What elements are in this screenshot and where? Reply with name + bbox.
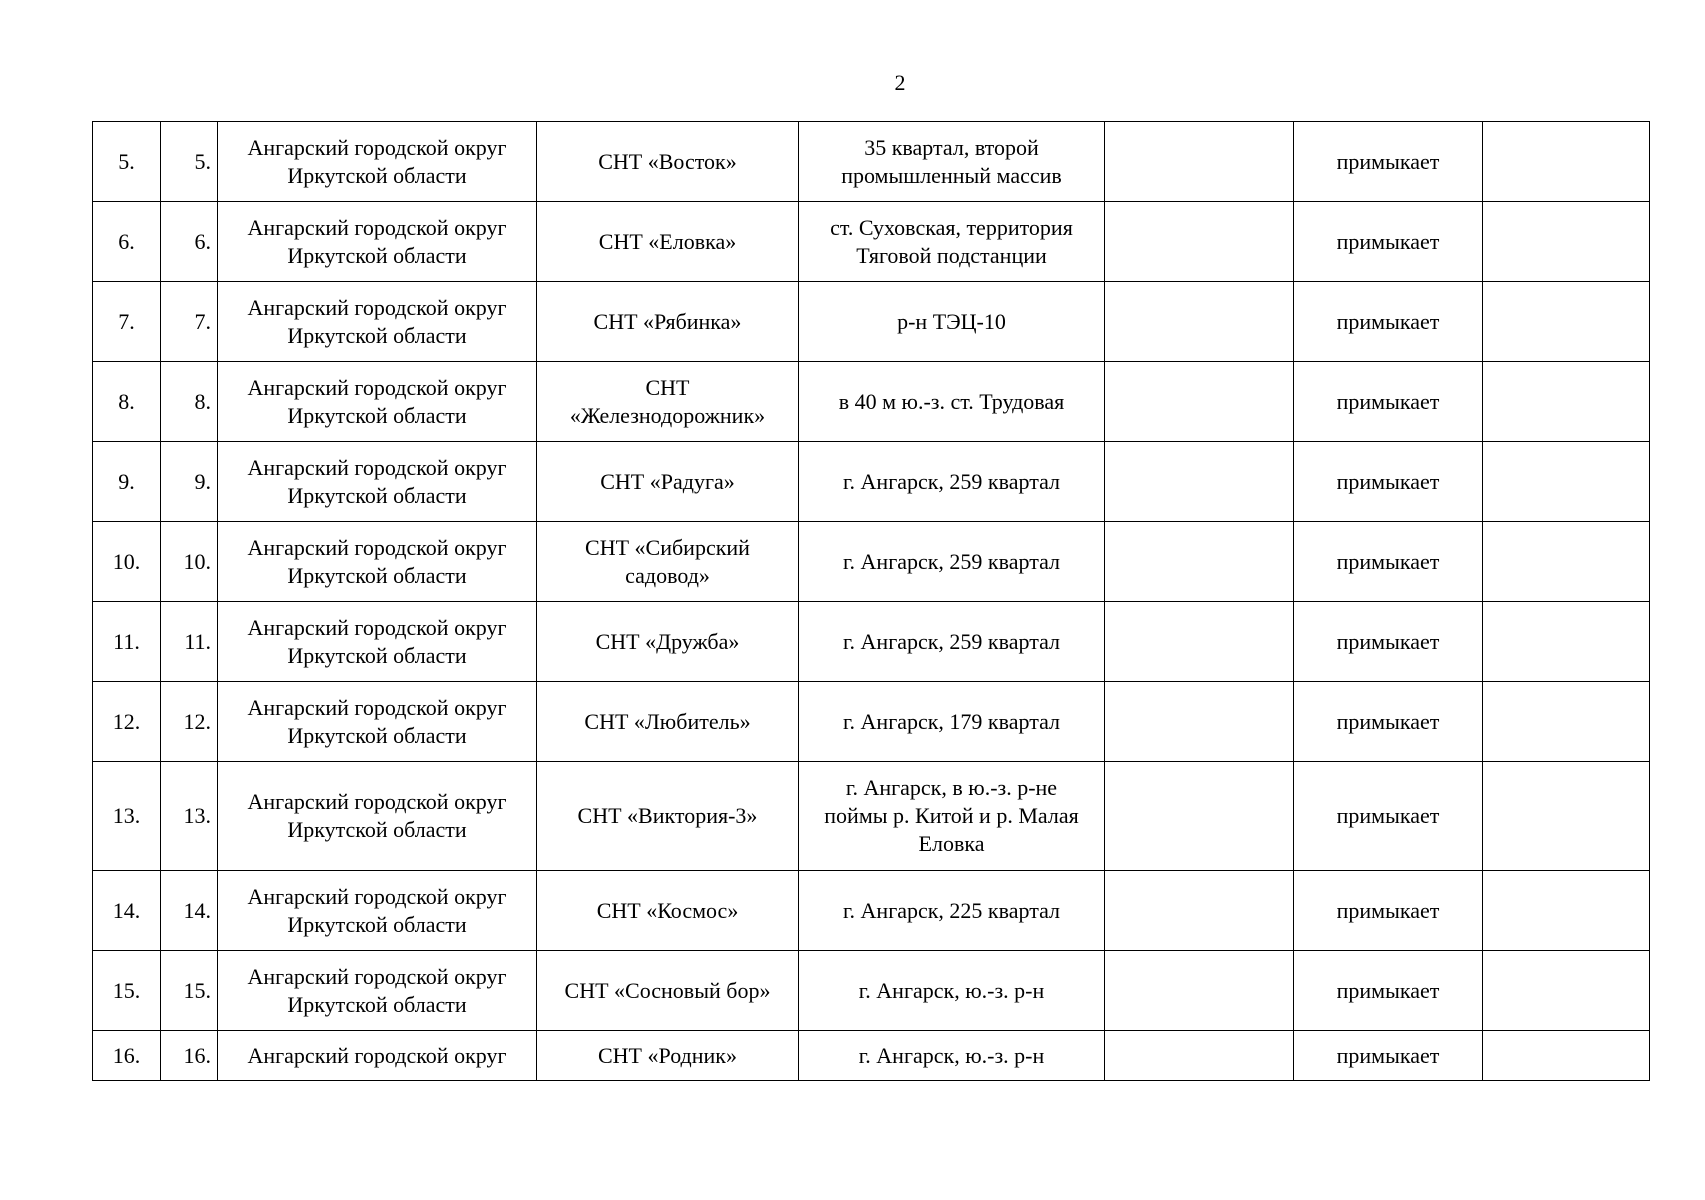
municipality-cell-line: Ангарский городской округ — [247, 294, 507, 320]
organization-name-cell-line: СНТ «Сосновый бор» — [564, 977, 771, 1003]
municipality-cell — [218, 871, 537, 951]
municipality-cell-line: Иркутской области — [287, 322, 467, 348]
row-number-cell: 6. — [93, 202, 161, 282]
municipality-cell-line: Иркутской области — [287, 991, 467, 1017]
municipality-cell-line: Ангарский городской округ — [247, 694, 507, 720]
relation-cell: примыкает — [1294, 951, 1483, 1031]
relation-cell: примыкает — [1294, 362, 1483, 442]
table-row — [93, 202, 1650, 282]
row-number-cell: 16. — [93, 1031, 161, 1081]
organization-name-cell-line: СНТ «Родник» — [598, 1042, 737, 1068]
municipality-cell — [218, 122, 537, 202]
page-number: 2 — [894, 70, 906, 95]
relation-cell: примыкает — [1294, 282, 1483, 362]
municipality-cell — [218, 282, 537, 362]
settlements-table — [92, 121, 1650, 1081]
organization-name-cell-line: СНТ «Радуга» — [600, 468, 735, 494]
location-cell — [799, 362, 1105, 442]
municipality-cell-line: Ангарский городской округ — [247, 883, 507, 909]
empty-cell — [1483, 202, 1650, 282]
relation-cell: примыкает — [1294, 442, 1483, 522]
empty-cell — [1105, 202, 1294, 282]
location-cell-line: г. Ангарск, 259 квартал — [842, 548, 1061, 574]
municipality-cell-line: Иркутской области — [287, 402, 467, 428]
table-row — [93, 522, 1650, 602]
row-number-cell: 11. — [93, 602, 161, 682]
row-number-cell: 5. — [93, 122, 161, 202]
municipality-cell — [218, 602, 537, 682]
municipality-cell-line: Ангарский городской округ — [247, 534, 507, 560]
relation-cell: примыкает — [1294, 762, 1483, 871]
empty-cell — [1105, 871, 1294, 951]
empty-cell — [1105, 362, 1294, 442]
organization-name-cell — [537, 122, 799, 202]
empty-cell — [1483, 442, 1650, 522]
location-cell — [799, 1031, 1105, 1081]
empty-cell — [1483, 871, 1650, 951]
municipality-cell-line: Иркутской области — [287, 162, 467, 188]
organization-name-cell-line: СНТ «Еловка» — [598, 228, 737, 254]
empty-cell — [1105, 522, 1294, 602]
empty-cell — [1105, 951, 1294, 1031]
row-index-cell: 9. — [161, 442, 218, 522]
empty-cell — [1105, 602, 1294, 682]
organization-name-cell — [537, 442, 799, 522]
location-cell-line: г. Ангарск, 179 квартал — [842, 708, 1061, 734]
empty-cell — [1105, 442, 1294, 522]
organization-name-cell-line: СНТ «Рябинка» — [593, 308, 742, 334]
table-row — [93, 362, 1650, 442]
location-cell-line: г. Ангарск, ю.-з. р-н — [858, 1042, 1045, 1068]
municipality-cell-line: Ангарский городской округ — [247, 963, 507, 989]
location-cell — [799, 282, 1105, 362]
table-row — [93, 122, 1650, 202]
row-index-cell: 11. — [161, 602, 218, 682]
organization-name-cell-line: СНТ «Восток» — [598, 148, 737, 174]
empty-cell — [1483, 362, 1650, 442]
organization-name-cell-line: СНТ «Виктория-3» — [577, 803, 758, 828]
empty-cell — [1483, 1031, 1650, 1081]
empty-cell — [1105, 1031, 1294, 1081]
municipality-cell — [218, 951, 537, 1031]
row-index-cell: 15. — [161, 951, 218, 1031]
location-cell — [799, 122, 1105, 202]
location-cell-line: Еловка — [918, 831, 985, 856]
organization-name-cell-line: «Железнодорожник» — [569, 402, 766, 428]
location-cell — [799, 682, 1105, 762]
table-row — [93, 762, 1650, 871]
row-number-cell: 7. — [93, 282, 161, 362]
row-number-cell: 14. — [93, 871, 161, 951]
organization-name-cell-line: СНТ «Космос» — [596, 897, 739, 923]
organization-name-cell — [537, 362, 799, 442]
municipality-cell-line: Ангарский городской округ — [247, 134, 507, 160]
location-cell-line: г. Ангарск, ю.-з. р-н — [858, 977, 1045, 1003]
municipality-cell-line: Иркутской области — [287, 722, 467, 748]
municipality-cell — [218, 202, 537, 282]
row-number-cell: 12. — [93, 682, 161, 762]
empty-cell — [1483, 762, 1650, 871]
organization-name-cell — [537, 762, 799, 871]
table-row — [93, 442, 1650, 522]
organization-name-cell-line: СНТ «Любитель» — [584, 708, 751, 734]
municipality-cell — [218, 522, 537, 602]
location-cell-line: г. Ангарск, 259 квартал — [842, 468, 1061, 494]
municipality-cell — [218, 362, 537, 442]
municipality-cell-line: Иркутской области — [287, 817, 467, 842]
table-row — [93, 282, 1650, 362]
municipality-cell — [218, 442, 537, 522]
row-index-cell: 7. — [161, 282, 218, 362]
location-cell — [799, 762, 1105, 871]
municipality-cell-line: Ангарский городской округ — [247, 789, 507, 814]
organization-name-cell — [537, 602, 799, 682]
location-cell-line: р-н ТЭЦ-10 — [897, 308, 1006, 334]
organization-name-cell — [537, 951, 799, 1031]
row-index-cell: 10. — [161, 522, 218, 602]
location-cell — [799, 602, 1105, 682]
location-cell — [799, 522, 1105, 602]
row-index-cell: 5. — [161, 122, 218, 202]
row-index-cell: 13. — [161, 762, 218, 871]
location-cell-line: Тяговой подстанции — [856, 242, 1047, 268]
row-index-cell: 6. — [161, 202, 218, 282]
location-cell-line: промышленный массив — [841, 162, 1062, 188]
organization-name-cell — [537, 522, 799, 602]
organization-name-cell — [537, 1031, 799, 1081]
location-cell-line: поймы р. Китой и р. Малая — [824, 803, 1079, 828]
row-index-cell: 12. — [161, 682, 218, 762]
municipality-cell-line: Ангарский городской округ — [247, 614, 507, 640]
row-number-cell: 13. — [93, 762, 161, 871]
relation-cell: примыкает — [1294, 202, 1483, 282]
relation-cell: примыкает — [1294, 1031, 1483, 1081]
table-row — [93, 1031, 1650, 1081]
municipality-cell-line: Иркутской области — [287, 911, 467, 937]
municipality-cell — [218, 762, 537, 871]
municipality-cell-line: Ангарский городской округ — [247, 374, 507, 400]
municipality-cell — [218, 1031, 537, 1081]
location-cell-line: ст. Суховская, территория — [830, 214, 1073, 240]
row-number-cell: 15. — [93, 951, 161, 1031]
municipality-cell-line: Иркутской области — [287, 482, 467, 508]
municipality-cell-line: Иркутской области — [287, 562, 467, 588]
location-cell — [799, 951, 1105, 1031]
row-index-cell: 16. — [161, 1031, 218, 1081]
empty-cell — [1105, 122, 1294, 202]
relation-cell: примыкает — [1294, 602, 1483, 682]
empty-cell — [1483, 122, 1650, 202]
row-number-cell: 9. — [93, 442, 161, 522]
organization-name-cell-line: СНТ «Дружба» — [595, 628, 740, 654]
table-row — [93, 951, 1650, 1031]
table-row — [93, 871, 1650, 951]
empty-cell — [1483, 682, 1650, 762]
location-cell — [799, 202, 1105, 282]
location-cell — [799, 871, 1105, 951]
table-body — [93, 122, 1650, 1081]
table-row — [93, 682, 1650, 762]
relation-cell: примыкает — [1294, 122, 1483, 202]
municipality-cell-line: Ангарский городской округ — [247, 454, 507, 480]
municipality-cell-line: Ангарский городской округ — [247, 1042, 507, 1068]
organization-name-cell — [537, 282, 799, 362]
empty-cell — [1483, 602, 1650, 682]
municipality-cell-line: Иркутской области — [287, 642, 467, 668]
organization-name-cell-line: СНТ — [645, 374, 690, 400]
location-cell-line: 35 квартал, второй — [864, 134, 1039, 160]
empty-cell — [1105, 682, 1294, 762]
row-index-cell: 8. — [161, 362, 218, 442]
row-number-cell: 10. — [93, 522, 161, 602]
location-cell-line: г. Ангарск, 225 квартал — [842, 897, 1061, 923]
empty-cell — [1105, 762, 1294, 871]
row-index-cell: 14. — [161, 871, 218, 951]
organization-name-cell-line: СНТ «Сибирский — [585, 534, 750, 560]
organization-name-cell — [537, 202, 799, 282]
empty-cell — [1483, 951, 1650, 1031]
row-number-cell: 8. — [93, 362, 161, 442]
location-cell-line: г. Ангарск, в ю.-з. р-не — [845, 775, 1058, 800]
empty-cell — [1483, 282, 1650, 362]
relation-cell: примыкает — [1294, 682, 1483, 762]
location-cell — [799, 442, 1105, 522]
organization-name-cell — [537, 682, 799, 762]
relation-cell: примыкает — [1294, 871, 1483, 951]
organization-name-cell — [537, 871, 799, 951]
empty-cell — [1105, 282, 1294, 362]
location-cell-line: г. Ангарск, 259 квартал — [842, 628, 1061, 654]
empty-cell — [1483, 522, 1650, 602]
organization-name-cell-line: садовод» — [625, 562, 710, 588]
municipality-cell — [218, 682, 537, 762]
relation-cell: примыкает — [1294, 522, 1483, 602]
table-row — [93, 602, 1650, 682]
municipality-cell-line: Ангарский городской округ — [247, 214, 507, 240]
municipality-cell-line: Иркутской области — [287, 242, 467, 268]
location-cell-line: в 40 м ю.-з. ст. Трудовая — [838, 388, 1065, 414]
